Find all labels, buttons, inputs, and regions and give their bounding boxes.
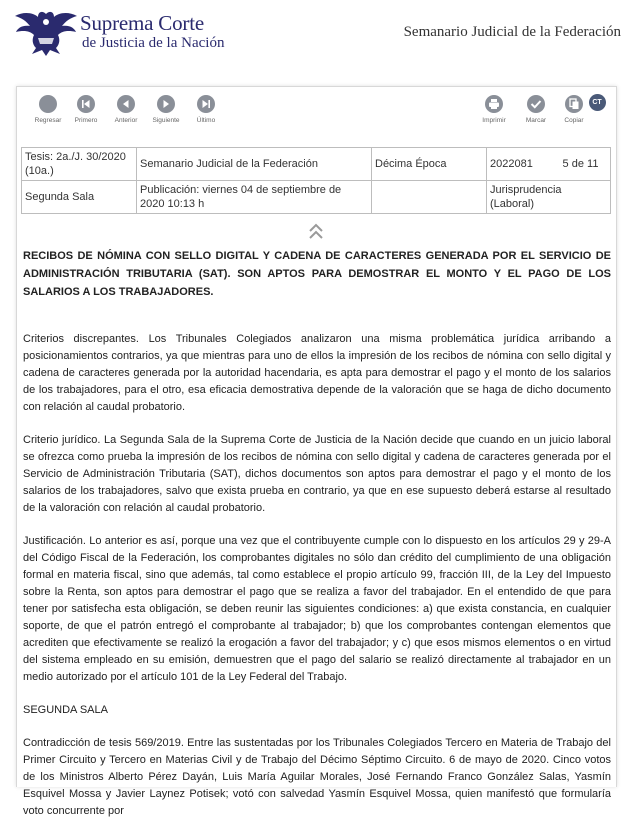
source-name: Semanario Judicial de la Federación <box>137 148 372 181</box>
thesis-panel <box>16 86 617 817</box>
empty-cell <box>372 181 487 214</box>
next-icon <box>157 95 175 113</box>
back-arrow-icon <box>39 95 57 113</box>
copy-label: Copiar <box>564 117 584 124</box>
paragraph-criterios: Criterios discrepantes. Los Tribunales Colegiados analizaron una misma problemática jurídica arribando a posicionamientos contrarios, ya que mientras para uno de ellos la impresión de los recibos de nómina con sello digital y cadena de caracteres generada por la autoridad hacendaria, es apta para demostrar el pago y el monto de los salarios de los trabajadores, para el otro, esa eficacia demostrativa depende de la valoración que se haga de dicho documento con relación al caudal probatorio. <box>23 333 611 413</box>
tesis-number: Tesis: 2a./J. 30/2020 (10a.) <box>22 148 137 181</box>
last-icon <box>197 95 215 113</box>
eagle-logo <box>12 8 80 58</box>
thesis-type: Jurisprudencia (Laboral) <box>487 181 611 214</box>
checkmark-icon <box>527 95 545 113</box>
ct-badge: CT <box>589 94 606 111</box>
print-button[interactable] <box>471 95 517 124</box>
ct-button[interactable] <box>587 94 607 111</box>
collapse-chevron-icon[interactable] <box>307 222 325 242</box>
table-row <box>22 181 611 214</box>
site-header <box>0 0 630 72</box>
publication-date: Publicación: viernes 04 de septiembre de 2020 10:13 h <box>137 181 372 214</box>
epoch: Décima Época <box>372 148 487 181</box>
table-row <box>22 148 611 181</box>
chamber: Segunda Sala <box>22 181 137 214</box>
last-button[interactable] <box>183 95 229 124</box>
back-label: Regresar <box>34 117 62 124</box>
org-name-line1: Suprema Corte <box>80 11 204 35</box>
first-label: Primero <box>74 117 98 124</box>
previous-label: Anterior <box>114 117 138 124</box>
paragraph-precedente: Contradicción de tesis 569/2019. Entre las sustentadas por los Tribunales Colegiados Tercero en Materia de Trabajo del Primer Circuito y Tercero en Materias Civil y de Trabajo del Décimo Séptimo Circuito. 6 de mayo de 2020. Cinco votos de los Ministros Alberto Pérez Dayán, Luis María Aguilar Morales, José Fernando Franco González Salas, Yasmín Esquivel Mossa y Javier Laynez Potisek; votó con salvedad Yasmín Esquivel Mossa, quien manifestó que formularía voto concurrente por <box>23 737 611 817</box>
sala-heading: SEGUNDA SALA <box>23 704 108 716</box>
previous-icon <box>117 95 135 113</box>
thesis-metadata-table <box>21 147 611 214</box>
paragraph-criterio-juridico: Criterio jurídico. La Segunda Sala de la Suprema Corte de Justicia de la Nación decide que cuando en un juicio laboral se ofrezca como prueba la impresión de los recibos de nómina con sello digital y cadena de caracteres generada por el Servicio de Administración Tributaria (SAT), dichos documentos son aptos para demostrar el pago y el monto de los salarios de los trabajadores, salvo que exista prueba en contrario, ya que en ese supuesto deberá estarse al resultado de la valoración con relación al caudal probatorio. <box>23 434 611 514</box>
registry-number: 2022081 <box>487 148 552 181</box>
result-position: 5 de 11 <box>551 148 611 181</box>
printer-icon <box>485 95 503 113</box>
last-label: Último <box>196 117 216 124</box>
paragraph-justificacion: Justificación. Lo anterior es así, porque una vez que el contribuyente cumple con lo dispuesto en los artículos 29 y 29-A del Código Fiscal de la Federación, los comprobantes digitales no sólo dan crédito del cumplimiento de una obligación formal en materia fiscal, sino que además, tal como establece el propio artículo 99, fracción III, de la Ley del Impuesto sobre la Renta, son aptos para demostrar el pago que se realiza a favor del trabajador. En el entendido de que para tener por satisfecha esta obligación, se deben reunir las siguientes condiciones: a) que exista constancia, en cualquier soporte, de que el patrón entregó el comprobante al trabajador; b) que los comprobantes contengan elementos que acrediten que efectivamente se realizó la erogación a favor del trabajador; y c) que esos mismos elementos o en virtud del sistema empleado en su emisión, demuestren que el pago del salario se realizó directamente al trabajador en un medio autorizado por el artículo 101 de la Ley Federal del Trabajo. <box>23 535 611 683</box>
publication-name: Semanario Judicial de la Federación <box>403 24 621 40</box>
thesis-title: RECIBOS DE NÓMINA CON SELLO DIGITAL Y CADENA DE CARACTERES GENERADA POR EL SERVICIO DE ADMINISTRACIÓN TRIBUTARIA (SAT). SON APTOS PARA DEMOSTRAR EL MONTO Y EL PAGO DE LOS SALARIOS A LOS TRABAJADORES. <box>23 250 611 298</box>
copy-icon <box>565 95 583 113</box>
mark-label: Marcar <box>525 117 547 124</box>
thesis-body <box>23 247 611 820</box>
print-label: Imprimir <box>482 117 506 124</box>
org-name-line2: de Justicia de la Nación <box>82 35 225 51</box>
toolbar <box>17 87 616 137</box>
first-icon <box>77 95 95 113</box>
org-name <box>80 12 224 52</box>
next-label: Siguiente <box>152 117 180 124</box>
